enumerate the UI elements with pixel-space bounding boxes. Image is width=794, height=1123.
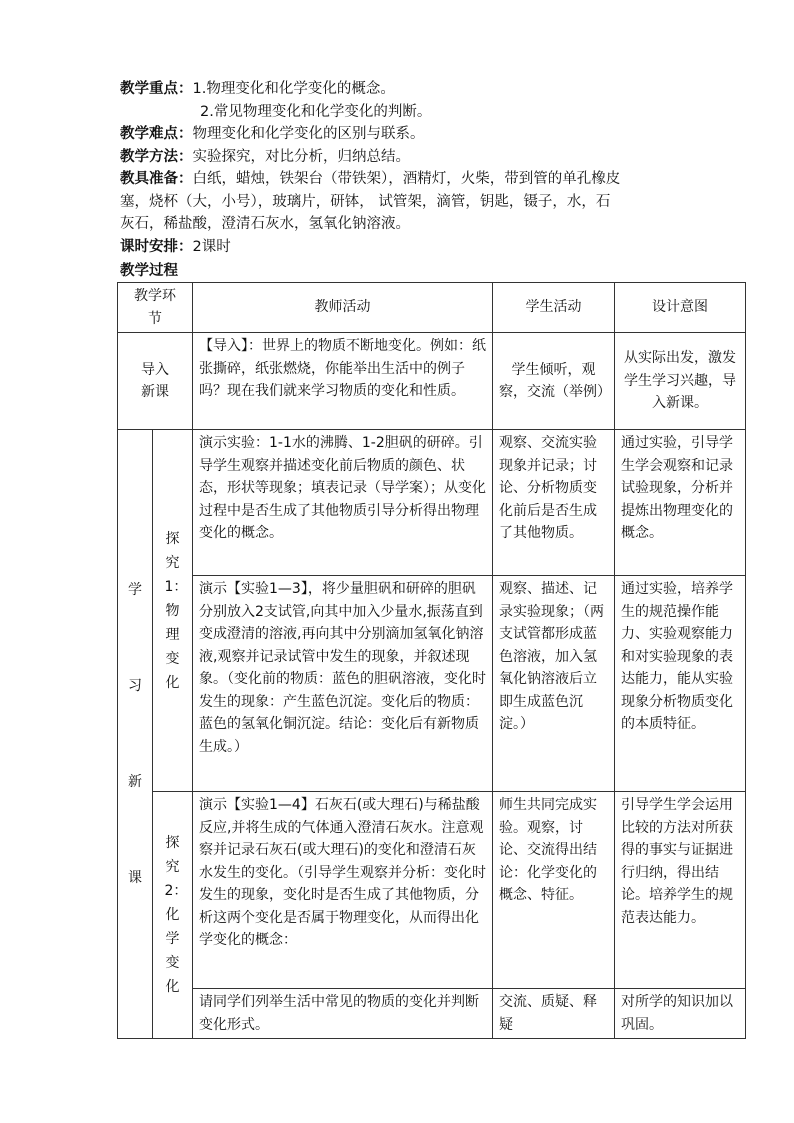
equipment-label: 教具准备：	[120, 171, 193, 187]
lesson-intro	[120, 78, 680, 258]
row2-student-cell: 观察、描述、记录实验现象；（两支试管都形成蓝色溶液，加入氢氧化钠溶液后立即生成蓝色沉淀。）	[493, 576, 615, 792]
method-label: 教学方法：	[120, 148, 193, 165]
table-row	[118, 989, 746, 1039]
table-row	[118, 576, 746, 792]
table-header-row	[118, 283, 746, 333]
stage-intro: 导入新课	[118, 333, 193, 430]
equipment-text-2: 塞，烧杯（大，小号），玻璃片，研钵， 试管架，滴管，钥匙，镊子，水，石	[120, 193, 611, 210]
equipment-line-3	[120, 213, 680, 236]
row2-teacher-cell: 演示【实验1—3】，将少量胆矾和研碎的胆矾分别放入2支试管,向其中加入少量水,振荡直到变成澄清的溶液,再向其中分别滴加氢氧化钠溶液,观察并记录试管中发生的现象，并叙述现象。（变化前的物质：蓝色的胆矾溶液，变化时发生的现象：产生蓝色沉淀。变化后的物质：蓝色的氢氧化铜沉淀。结论：变化后有新物质生成。）	[193, 576, 493, 792]
equipment-line-2	[120, 191, 680, 214]
schedule-label: 课时安排：	[120, 238, 193, 255]
header-teacher: 教师活动	[193, 283, 493, 333]
difficulty-text: 物理变化和化学变化的区别与联系。	[192, 126, 425, 142]
difficulty-label: 教学难点：	[120, 126, 193, 142]
key-point-2-line	[120, 101, 680, 124]
key-point-1: 1.物理变化和化学变化的概念。	[192, 81, 395, 97]
difficulty-line	[120, 123, 680, 146]
table-row	[118, 430, 746, 576]
schedule-text: 2课时	[192, 238, 231, 255]
table-row	[118, 792, 746, 989]
row1-design-cell: 通过实验，引导学生学会观察和记录试验现象，分析并提炼出物理变化的概念。	[615, 430, 746, 576]
explore-2-label: 探究2：化学变化	[153, 792, 193, 1039]
teaching-process-table	[117, 282, 746, 1039]
key-points-label: 教学重点：	[120, 81, 193, 97]
key-points-line	[120, 78, 680, 101]
intro-student-cell: 学生倾听，观察，交流（举例）	[493, 333, 615, 430]
row3-teacher-cell: 演示【实验1—4】石灰石(或大理石)与稀盐酸反应,并将生成的气体通入澄清石灰水。注意观察并记录石灰石(或大理石)的变化和澄清石灰水发生的变化。（引导学生观察并分析：变化时发生的现象，变化时是否生成了其他物质，分析这两个变化是否属于物理变化，从而得出化学变化的概念：	[193, 792, 493, 989]
equipment-text-1: 白纸，蜡烛，铁架台（带铁架），酒精灯，火柴，带到管的单孔橡皮	[192, 171, 621, 187]
intro-teacher-cell: 【导入】：世界上的物质不断地变化。例如：纸张撕碎，纸张燃烧，你能举出生活中的例子吗？现在我们就来学习物质的变化和性质。	[193, 333, 493, 430]
equipment-line	[120, 168, 680, 191]
row3-design-cell: 引导学生学会运用比较的方法对所获得的事实与证据进行归纳，得出结论。培养学生的规范表达能力。	[615, 792, 746, 989]
method-text: 实验探究，对比分析，归纳总结。	[192, 148, 410, 165]
header-student: 学生活动	[493, 283, 615, 333]
row4-student-cell: 交流、质疑、释疑	[493, 989, 615, 1039]
method-line	[120, 146, 680, 169]
stage-learn-new: 学习新课	[118, 430, 153, 1039]
explore-1-label: 探究1：物理变化	[153, 430, 193, 792]
row1-teacher-cell: 演示实验：1-1水的沸腾、1-2胆矾的研碎。引导学生观察并描述变化前后物质的颜色、状态，形状等现象；填表记录（导学案）；从变化过程中是否生成了其他物质引导分析得出物理变化的概念。	[193, 430, 493, 576]
schedule-line	[120, 236, 680, 259]
intro-design-cell: 从实际出发，激发学生学习兴趣，导入新课。	[615, 333, 746, 430]
process-title: 教学过程	[120, 263, 178, 279]
row4-design-cell: 对所学的知识加以巩固。	[615, 989, 746, 1039]
row2-design-cell: 通过实验，培养学生的规范操作能力、实验观察能力和对实验现象的表达能力，能从实验现象分析物质变化的本质特征。	[615, 576, 746, 792]
row1-student-cell: 观察、交流实验现象并记录；讨论、分析物质变化前后是否生成了其他物质。	[493, 430, 615, 576]
equipment-text-3: 灰石，稀盐酸，澄清石灰水，氢氧化钠溶液。	[120, 216, 410, 232]
header-design: 设计意图	[615, 283, 746, 333]
row3-student-cell: 师生共同完成实验。观察，讨论、交流得出结论：化学变化的概念、特征。	[493, 792, 615, 989]
row4-teacher-cell: 请同学们列举生活中常见的物质的变化并判断变化形式。	[193, 989, 493, 1039]
header-stage: 教学环节	[118, 283, 193, 333]
key-point-2: 2.常见物理变化和化学变化的判断。	[200, 103, 432, 120]
table-row	[118, 333, 746, 430]
